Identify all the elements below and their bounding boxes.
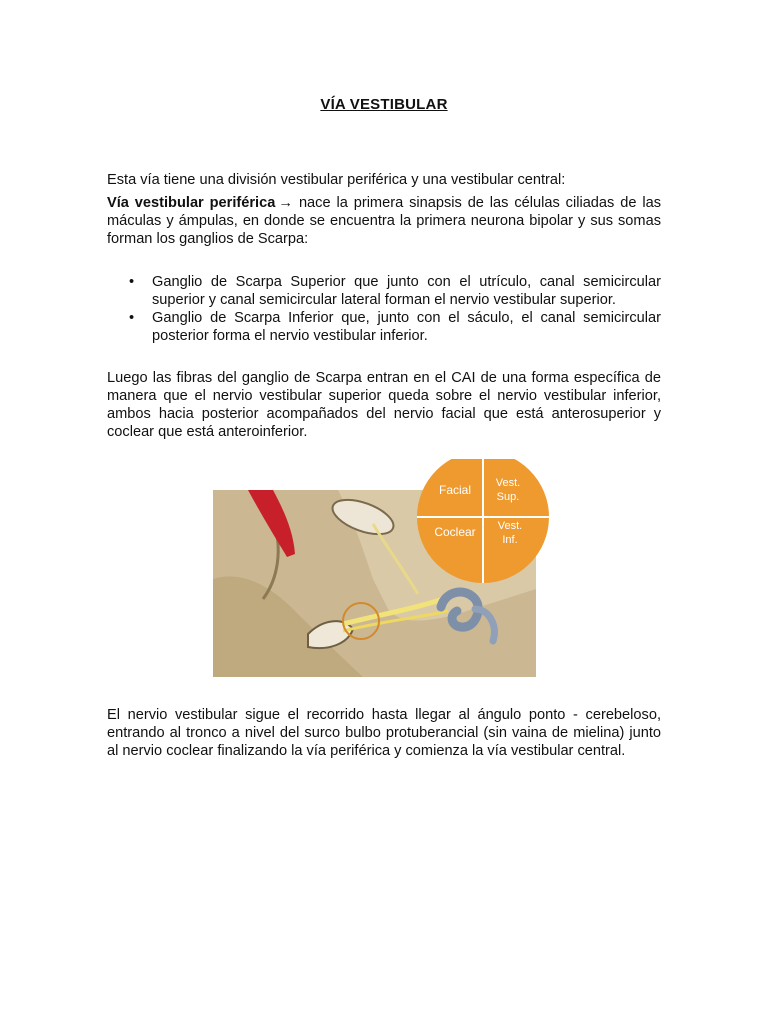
arrow-icon: → [278, 195, 293, 211]
peripheral-text: nace la primera sinapsis de las células ciliadas de las máculas y ámpulas, en donde se encuentra la primera neurona bipolar y sus somas forman los ganglios de Scarpa: [107, 195, 662, 247]
quadrant-vest-sup-label-1: Vest. [495, 477, 521, 489]
intro-paragraph: Esta vía tiene una división vestibular periférica y una vestibular central: [107, 172, 566, 188]
quadrant-vest-sup-label-2: Sup. [496, 491, 520, 503]
quadrant-vest-inf-label-1: Vest. [497, 520, 523, 532]
peripheral-label: Vía vestibular periférica [107, 195, 276, 211]
page-title: VÍA VESTIBULAR [320, 96, 448, 113]
list-item [107, 309, 661, 345]
bullet-icon: • [129, 310, 135, 326]
final-paragraph: El nervio vestibular sigue el recorrido hasta llegar al ángulo ponto - cerebeloso, entrando al tronco a nivel del surco bulbo protuberancial (sin vaina de mielina) junto al nervio coclear finalizando la vía periférica y comienza la vía vestibular central. [107, 707, 661, 759]
bullet-text: Ganglio de Scarpa Inferior que, junto con el sáculo, el canal semicircular posterior forma el nervio vestibular inferior. [152, 310, 661, 344]
list-item [107, 273, 661, 309]
anatomy-illustration [213, 459, 549, 677]
scarpa-bullet-list [107, 273, 661, 345]
anatomy-figure [213, 459, 549, 677]
quadrant-vest-inf-label-2: Inf. [502, 534, 518, 546]
bullet-text: Ganglio de Scarpa Superior que junto con el utrículo, canal semicircular superior y canal semicircular lateral forman el nervio vestibular superior. [152, 274, 661, 308]
peripheral-paragraph [107, 194, 661, 248]
quadrant-facial-label: Facial [438, 483, 472, 497]
bullet-icon: • [129, 274, 135, 290]
quadrant-coclear-label: Coclear [434, 525, 476, 539]
cai-paragraph: Luego las fibras del ganglio de Scarpa entran en el CAI de una forma específica de manera que el nervio vestibular superior queda sobre el nervio vestibular inferior, ambos hacia posterior acompañados del nervio facial que está anterosuperior y coclear que está anteroinferior. [107, 370, 661, 440]
